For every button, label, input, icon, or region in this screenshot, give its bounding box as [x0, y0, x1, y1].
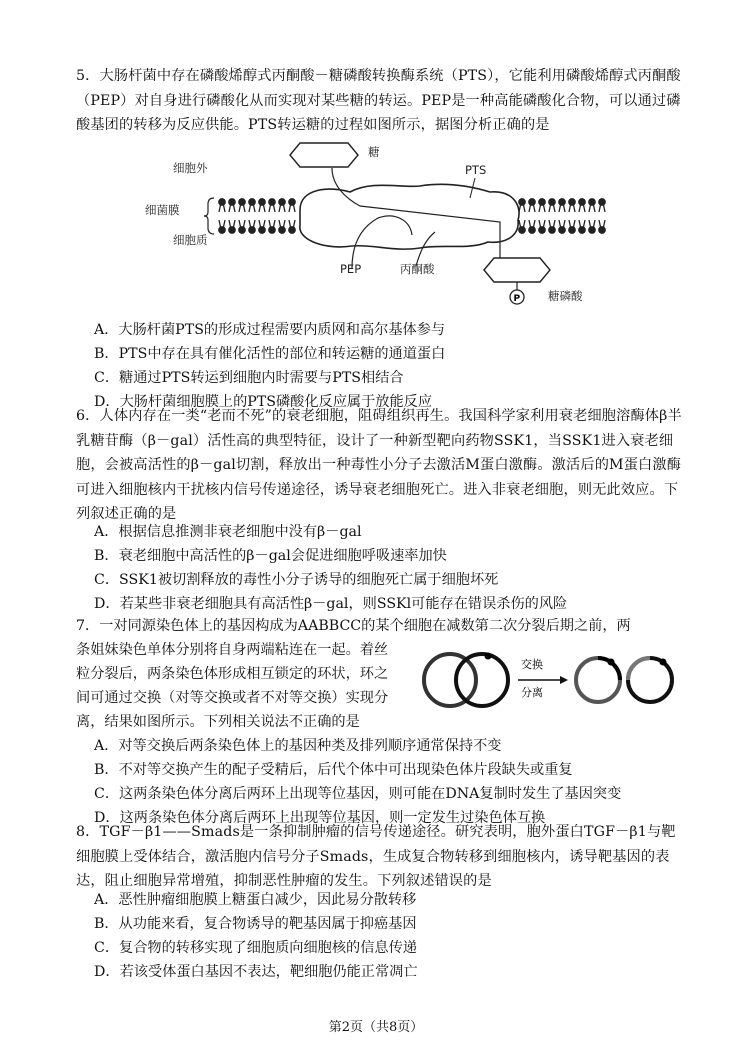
- label-pts: PTS: [465, 163, 487, 177]
- ring-left-2: [456, 654, 508, 706]
- chromosome-ring-diagram: [420, 642, 680, 722]
- sugar-phosphate-hexagon: [484, 258, 550, 282]
- q7-stem-line1: 7．一对同源染色体上的基因构成为AABBCC的某个细胞在减数第二次分裂后期之前，两: [76, 618, 631, 634]
- q8-stem: 8．TGF－β1——Smads是一条抑制肿瘤的信号传递途径。研究表明，胞外蛋白TGF－β1与靶细胞膜上受体结合，激活胞内信号分子Smads，生成复合物转移到细胞核内，诱导靶基因的表达，阻止细胞异常增殖，抑制恶性肿瘤的发生。下列叙述错误的是: [76, 824, 676, 889]
- q7-stem-line2: 条姐妹染色单体分别将自身两端粘连在一起。着丝: [76, 642, 389, 658]
- q6-option-c: C．SSK1被切割释放的毒性小分子诱导的细胞死亡属于细胞坏死: [94, 572, 499, 588]
- q5-option-c: C．糖通过PTS转运到细胞内时需要与PTS相结合: [94, 370, 404, 386]
- q7-stem-line4: 间可通过交换（对等交换或者不对等交换）实现分: [76, 690, 389, 706]
- q5-option-a: A．大肠杆菌PTS的形成过程需要内质网和高尔基体参与: [94, 322, 446, 338]
- label-outside: 细胞外: [173, 161, 208, 175]
- label-membrane: 细菌膜: [145, 203, 180, 217]
- q7-option-d: D．这两条染色体分离后两环上出现等位基因，则一定发生过染色体互换: [94, 810, 546, 826]
- q7-stem-line3: 粒分裂后，两条染色体形成相互锁定的环状，环之: [76, 666, 389, 682]
- q5-option-d: D．大肠杆菌细胞膜上的PTS磷酸化反应属于放能反应: [94, 394, 433, 410]
- ring-left-1: [424, 654, 476, 706]
- label-p: P: [513, 294, 521, 304]
- pts-diagram: [0, 140, 752, 310]
- q5-stem: 5．大肠杆菌中存在磷酸烯醇式丙酮酸－糖磷酸转换酶系统（PTS），它能利用磷酸烯醇式丙酮酸（PEP）对自身进行磷酸化从而实现对某些糖的转运。PEP是一种高能磷酸化合物，可以通过磷酸基团的转移为反应供能。PTS转运糖的过程如图所示，据图分析正确的是: [76, 68, 681, 133]
- centromere-dot: [485, 653, 492, 660]
- q6-stem: 6．人体内存在一类“老而不死”的衰老细胞，阻碍组织再生。我国科学家利用衰老细胞溶酶体β半乳糖苷酶（β－gal）活性高的典型特征，设计了一种新型靶向药物SSK1，当SSK1进入衰老细胞，会被高活性的β－gal切割，释放出一种毒性小分子去激活M蛋白激酶。激活后的M蛋白激酶可进入细胞核内干扰核内信号传递途径，诱导衰老细胞死亡。进入非衰老细胞，则无此效应。下列叙述正确的是: [76, 408, 682, 522]
- label-separate: 分离: [521, 686, 543, 699]
- q7-option-c: C．这两条染色体分离后两环上出现等位基因，则可能在DNA复制时发生了基因突变: [94, 786, 622, 802]
- q7-option-b: B．不对等交换产生的配子受精后，后代个体中可出现染色体片段缺失或重复: [94, 762, 573, 778]
- q8-option-b: B．从功能来看，复合物诱导的靶基因属于抑癌基因: [94, 916, 417, 932]
- q6-option-a: A．根据信息推测非衰老细胞中没有β－gal: [94, 524, 362, 540]
- lipid-bilayer-right: [519, 199, 605, 233]
- page-footer: 第2页（共8页）: [328, 1020, 424, 1035]
- q6-option-b: B．衰老细胞中高活性的β－gal会促进细胞呼吸速率加快: [94, 548, 447, 564]
- q8-option-d: D．若该受体蛋白基因不表达，靶细胞仍能正常凋亡: [94, 964, 418, 980]
- lipid-bilayer-left: [219, 199, 295, 233]
- q8-option-a: A．恶性肿瘤细胞膜上糖蛋白减少，因此易分散转移: [94, 892, 417, 908]
- label-sugar: 糖: [368, 145, 380, 159]
- label-pyruvate: 丙酮酸: [400, 262, 435, 276]
- label-pep: PEP: [340, 262, 362, 276]
- q8-option-c: C．复合物的转移实现了细胞质向细胞核的信息传递: [94, 940, 417, 956]
- q5-option-b: B．PTS中存在具有催化活性的部位和转运糖的通道蛋白: [94, 346, 446, 362]
- label-inside: 细胞质: [173, 233, 208, 247]
- label-exchange: 交换: [521, 658, 543, 671]
- q6-option-d: D．若某些非衰老细胞具有高活性β－gal，则SSKl可能存在错误杀伤的风险: [94, 596, 568, 612]
- arrow-head: [560, 676, 568, 684]
- centromere-dot-right-1: [608, 659, 615, 666]
- pts-protein: [300, 184, 519, 249]
- sugar-hexagon: [290, 143, 358, 167]
- centromere-dot-right-2: [660, 659, 667, 666]
- label-sugar-phosphate: 糖磷酸: [548, 289, 583, 303]
- q7-stem-line5: 离，结果如图所示。下列相关说法不正确的是: [76, 714, 360, 730]
- q7-option-a: A．对等交换后两条染色体上的基因种类及排列顺序通常保持不变: [94, 738, 502, 754]
